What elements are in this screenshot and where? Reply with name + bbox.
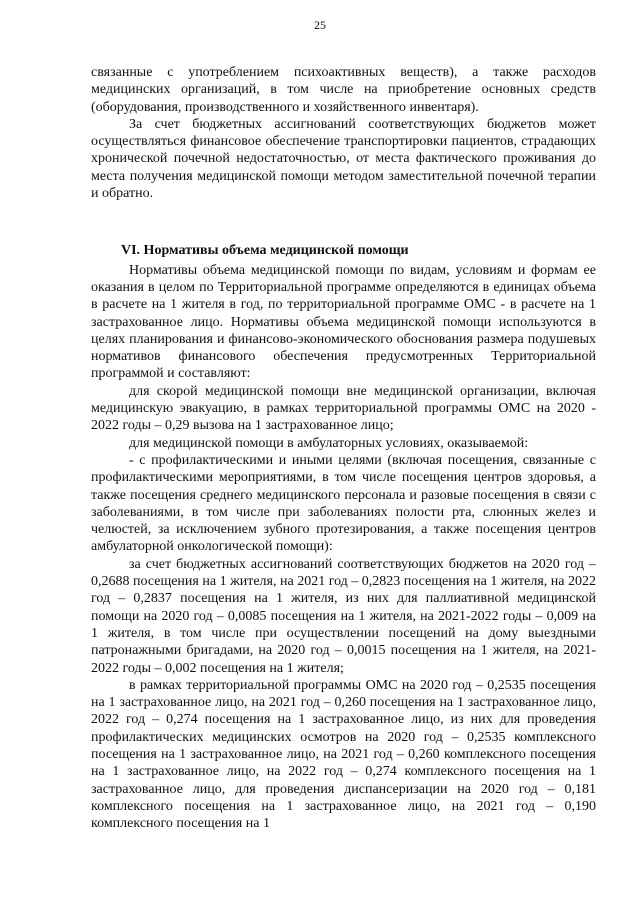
section-heading: VI. Нормативы объема медицинской помощи: [121, 243, 409, 259]
paragraph-oms-funding: в рамках территориальной программы ОМС на 2020 год – 0,2535 посещения на 1 застрахованное лицо, на 2021 год – 0,260 посещения на 1 застрахованное лицо, 2022 год – 0,274 посещения на 1 застрахованное лицо, из них для проведения профилактических медицинских осмотров на 2020 год – 0,2535 комплексного посещения на 1 застрахованное лицо, на 2021 год – 0,260 комплексного посещения на 1 застрахованное лицо, на 2022 год – 0,274 комплексного посещения на 1 застрахованное лицо, для проведения диспансеризации на 2020 год – 0,181 комплексного посещения на 1 застрахованное лицо, на 2021 год – 0,190 комплексного посещения на 1: [91, 677, 596, 832]
paragraph-outpatient-intro: для медицинской помощи в амбулаторных условиях, оказываемой:: [129, 435, 529, 451]
paragraph-norms-intro: Нормативы объема медицинской помощи по видам, условиям и формам ее оказания в целом по Территориальной программе определяются в единицах объема в расчете на 1 жителя в год, по территориальной программе ОМС - в расчете на 1 застрахованное лицо. Нормативы объема медицинской помощи используются в целях планирования и финансово-экономического обоснования размера подушевых нормативов финансового обеспечения предусмотренных Территориальной программой и составляют:: [91, 262, 596, 382]
paragraph-emergency-care: для скорой медицинской помощи вне медицинской организации, включая медицинскую эвакуацию, в рамках территориальной программы ОМС на 2020 - 2022 годы – 0,29 вызова на 1 застрахованное лицо;: [91, 383, 596, 434]
paragraph-transport-funding: За счет бюджетных ассигнований соответствующих бюджетов может осуществляться финансовое обеспечение транспортировки пациентов, страдающих хронической почечной недостаточностью, от места фактического проживания до места получения медицинской помощи методом заместительной почечной терапии и обратно.: [91, 116, 596, 202]
page-number: 25: [314, 18, 326, 32]
paragraph-preventive-visits: - с профилактическими и иными целями (включая посещения, связанные с профилактическими мероприятиями, в том числе посещения центров здоровья, а также посещения среднего медицинского персонала и разовые посещения в связи с заболеваниями, в том числе при заболеваниях полости рта, слюнных желез и челюстей, за исключением зубного протезирования, а также посещения центров амбулаторной онкологической помощи):: [91, 452, 596, 555]
paragraph-continuation: связанные с употреблением психоактивных веществ), а также расходов медицинских организаций, в том числе на приобретение основных средств (оборудования, производственного и хозяйственного инвентаря).: [91, 65, 596, 115]
document-body: [91, 64, 596, 832]
paragraph-budget-funding: за счет бюджетных ассигнований соответствующих бюджетов на 2020 год – 0,2688 посещения на 1 жителя, на 2021 год – 0,2823 посещения на 1 жителя, на 2022 год – 0,2837 посещения на 1 жителя, из них для паллиативной медицинской помощи на 2020 год – 0,0085 посещения на 1 жителя, на 2021-2022 годы – 0,009 на 1 жителя, в том числе при осуществлении посещений на дому выездными патронажными бригадами, на 2020 год – 0,0015 посещения на 1 жителя, на 2021-2022 годы – 0,002 посещения на 1 жителя;: [91, 556, 596, 676]
